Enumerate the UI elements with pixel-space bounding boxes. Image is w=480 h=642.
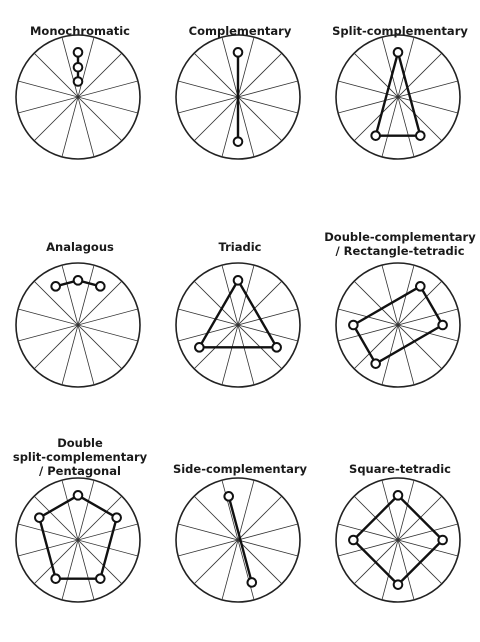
color-marker (74, 276, 83, 285)
color-marker (416, 282, 425, 291)
color-marker (51, 574, 60, 583)
color-marker (35, 513, 44, 522)
diagram-monochromatic (0, 0, 160, 214)
title-line: / Pentagonal (39, 464, 121, 478)
title-line: Square-tetradic (349, 462, 451, 476)
color-marker (112, 513, 121, 522)
diagram-triadic (160, 214, 320, 428)
color-marker (234, 276, 243, 285)
title-line: Monochromatic (29, 24, 130, 38)
harmony-shape (199, 280, 276, 347)
color-marker (438, 536, 447, 545)
harmony-shape (376, 52, 421, 135)
color-marker (394, 580, 403, 589)
color-marker (74, 77, 83, 86)
title-line: split-complementary (12, 450, 148, 464)
diagram-side-complementary (160, 428, 320, 642)
color-marker (416, 131, 425, 140)
color-marker (234, 137, 243, 146)
title-line: Double (57, 436, 103, 450)
color-marker (195, 343, 204, 352)
color-wheel (320, 214, 480, 428)
color-marker (96, 282, 105, 291)
color-marker (74, 63, 83, 72)
color-marker (371, 359, 380, 368)
color-marker (74, 48, 83, 57)
diagram-square-tetradic (320, 428, 480, 642)
color-wheel (160, 214, 320, 428)
color-marker (96, 574, 105, 583)
color-wheel (0, 214, 160, 428)
title-line: / Rectangle-tetradic (335, 244, 465, 258)
title-line: Side-complementary (172, 462, 308, 476)
color-marker (438, 321, 447, 330)
color-marker (247, 578, 256, 587)
color-marker (51, 282, 60, 291)
color-wheel (160, 428, 320, 642)
diagram-split-complementary (320, 0, 480, 214)
color-marker (234, 48, 243, 57)
diagram-analagous (0, 214, 160, 428)
diagram-complementary (160, 0, 320, 214)
diagram-double-complementary (320, 214, 480, 428)
color-wheel (320, 0, 480, 214)
color-marker (371, 131, 380, 140)
color-marker (349, 536, 358, 545)
title-line: Double-complementary (324, 230, 476, 244)
color-marker (349, 321, 358, 330)
color-marker (272, 343, 281, 352)
color-marker (224, 492, 233, 501)
harmony-shape (39, 495, 116, 578)
color-wheel (160, 0, 320, 214)
title-line: Split-complementary (332, 24, 468, 38)
title-line: Complementary (188, 24, 292, 38)
color-wheel (320, 428, 480, 642)
title-line: Triadic (218, 240, 262, 254)
color-marker (394, 491, 403, 500)
color-marker (74, 491, 83, 500)
harmony-line (229, 496, 252, 582)
color-marker (394, 48, 403, 57)
title-line: Analagous (46, 240, 114, 254)
color-wheel (0, 0, 160, 214)
diagram-pentagonal (0, 428, 160, 642)
color-wheel (0, 428, 160, 642)
